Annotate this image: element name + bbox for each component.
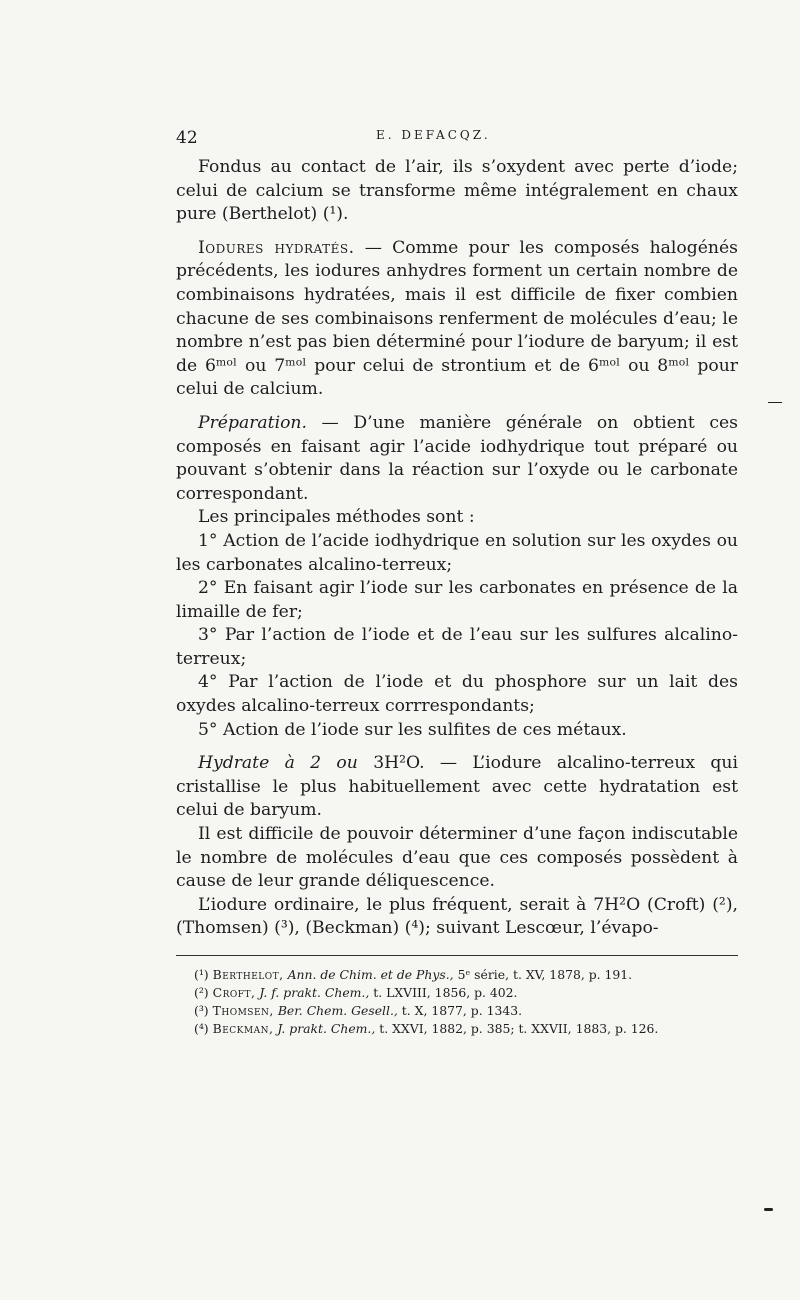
paragraph-preparation: [176, 412, 738, 506]
paragraph-hydrate: [176, 752, 738, 823]
footnote-mark: (²): [194, 985, 209, 1000]
footnote: [176, 1002, 738, 1020]
scan-speck: [764, 1208, 773, 1211]
section-heading: Iodures hydratés.: [198, 237, 355, 258]
footnote: [176, 966, 738, 984]
footnote-author: Berthelot,: [212, 967, 284, 982]
section-heading: Préparation.: [198, 412, 307, 433]
method-2: 2° En faisant agir l’iode sur les carbonates en présence de la limaille de fer;: [176, 578, 738, 622]
paragraph-1: Fondus au contact de l’air, ils s’oxydent avec perte d’iode; celui de calcium se transforme même intégralement en chaux pure (Berthelot) (¹).: [176, 157, 738, 225]
footnote-author: Beckman,: [212, 1021, 274, 1036]
footnote-mark: (³): [194, 1003, 209, 1018]
paragraph-text: — Comme pour les composés halogénés précédents, les iodures anhydres forment un certain nombre de combinaisons hydratées, mais il est difficile de fixer combien chacune de ses combinaisons renferment de molécules d’eau; le nombre n’est pas bien déterminé pour l’iodure de baryum; il est de 6ᵐᵒˡ ou 7ᵐᵒˡ pour celui de strontium et de 6ᵐᵒˡ ou 8ᵐᵒˡ pour celui de calcium.: [176, 237, 738, 400]
footnote-ref: t. X, 1877, p. 1343.: [401, 1003, 523, 1018]
footnote-ref: t. XXVI, 1882, p. 385; t. XXVII, 1883, p. 126.: [379, 1021, 659, 1036]
paragraph-text: — D’une manière générale on obtient ces composés en faisant agir l’acide iodhydrique tout préparé ou pouvant s’obtenir dans la réaction sur l’oxyde ou le carbonate correspondant.: [176, 412, 738, 504]
footnote-mark: (⁴): [194, 1021, 209, 1036]
footnote: [176, 1020, 738, 1038]
footnotes: [176, 966, 738, 1038]
footnote-ref: 5ᵉ série, t. XV, 1878, p. 191.: [457, 967, 633, 982]
footnote-journal: Ann. de Chim. et de Phys.,: [287, 967, 454, 982]
page-header: [176, 128, 738, 156]
page-body: [176, 128, 738, 1038]
footnote-author: Croft,: [212, 985, 256, 1000]
section-heading: Hydrate à 2 ou: [198, 753, 358, 774]
paragraph-methods-intro: Les principales méthodes sont :: [198, 507, 475, 528]
footnote-journal: J. prakt. Chem.,: [277, 1021, 376, 1036]
method-4: 4° Par l’action de l’iode et du phosphore sur un lait des oxydes alcalino-terreux corrrespondants;: [176, 672, 738, 717]
footnote-mark: (¹): [194, 967, 209, 982]
paragraph-iodures-hydrates: [176, 237, 738, 402]
footnote-author: Thomsen,: [212, 1003, 274, 1018]
running-head: E. DEFACQZ.: [376, 128, 491, 142]
method-5: 5° Action de l’iode sur les sulfites de ces métaux.: [198, 719, 627, 740]
footnote-journal: J. f. prakt. Chem.,: [259, 985, 370, 1000]
margin-tick: [768, 402, 782, 403]
paragraph-difficulty: Il est difficile de pouvoir déterminer d’une façon indiscutable le nombre de molécules d’eau que ces composés possèdent à cause de leur grande déliquescence.: [176, 824, 738, 892]
footnote-ref: t. LXVIII, 1856, p. 402.: [373, 985, 518, 1000]
footnote-rule: [176, 955, 738, 956]
footnote: [176, 984, 738, 1002]
paragraph-text: — L’iodure alcalino-terreux qui cristallise le plus habituellement avec cette hydratation est celui de baryum.: [176, 753, 739, 821]
paragraph-iodure-ordinaire: L’iodure ordinaire, le plus fréquent, serait à 7H²O (Croft) (²), (Thomsen) (³), (Beckman) (⁴); suivant Lescœur, l’évapo-: [176, 894, 738, 939]
formula: 3H²O.: [357, 753, 425, 774]
page-number: 42: [176, 128, 198, 148]
method-3: 3° Par l’action de l’iode et de l’eau sur les sulfures alcalino-terreux;: [176, 625, 738, 669]
footnote-journal: Ber. Chem. Gesell.,: [277, 1003, 398, 1018]
method-1: 1° Action de l’acide iodhydrique en solution sur les oxydes ou les carbonates alcalino-terreux;: [176, 530, 738, 575]
